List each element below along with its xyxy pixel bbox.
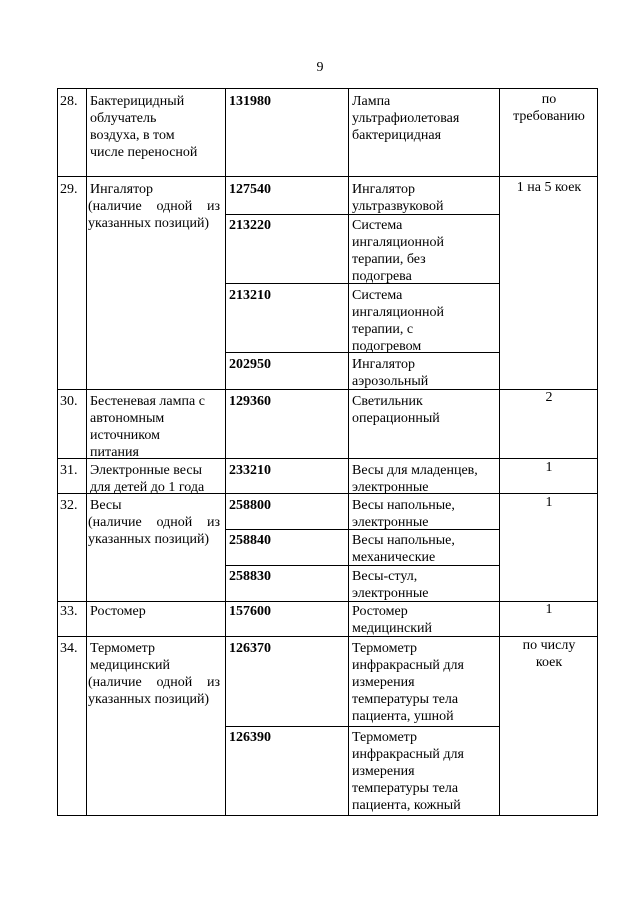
item-name: Весы напольные, электронные xyxy=(352,498,455,530)
item-code: 131980 xyxy=(229,94,271,109)
row-quantity: по требованию xyxy=(513,92,585,124)
row-equipment-note: указанных позиций) xyxy=(88,216,210,231)
item-name: Термометр инфракрасный для измерения температуры тела пациента, ушной xyxy=(352,641,464,724)
row-quantity: по числу коек xyxy=(522,638,576,670)
row-equipment-name: Электронные весы для детей до 1 года xyxy=(90,463,205,495)
item-code: 213210 xyxy=(229,288,271,303)
item-code: 126390 xyxy=(229,730,271,745)
page-number: 9 xyxy=(316,60,324,75)
row-equipment-note: указанных позиций) xyxy=(88,692,210,707)
item-name: Ингалятор аэрозольный xyxy=(352,357,429,389)
row-number: 28. xyxy=(60,94,78,109)
item-name: Весы напольные, механические xyxy=(352,533,455,565)
item-code: 213220 xyxy=(229,218,271,233)
row-equipment-name: Ростомер xyxy=(90,604,146,619)
row-number: 33. xyxy=(60,604,78,619)
row-equipment-note: (наличие одной из xyxy=(88,515,220,530)
row-number: 32. xyxy=(60,498,78,513)
row-quantity: 1 xyxy=(545,460,553,475)
item-code: 258840 xyxy=(229,533,271,548)
row-number: 34. xyxy=(60,641,78,656)
row-equipment-note: (наличие одной из xyxy=(88,199,220,214)
item-code: 157600 xyxy=(229,604,271,619)
row-number: 31. xyxy=(60,463,78,478)
row-quantity: 1 xyxy=(545,495,553,510)
row-equipment-name: Весы xyxy=(90,498,122,513)
row-quantity: 1 xyxy=(545,602,553,617)
item-name: Светильник операционный xyxy=(352,394,440,426)
item-code: 202950 xyxy=(229,357,271,372)
item-code: 126370 xyxy=(229,641,271,656)
item-code: 258830 xyxy=(229,569,271,584)
row-number: 29. xyxy=(60,182,78,197)
item-name: Весы для младенцев, электронные xyxy=(352,463,478,495)
row-quantity: 1 на 5 коек xyxy=(516,180,582,195)
row-equipment-name: Бактерицидный облучатель воздуха, в том числе переносной xyxy=(90,94,198,160)
item-name: Лампа ультрафиолетовая бактерицидная xyxy=(352,94,460,143)
item-code: 258800 xyxy=(229,498,271,513)
item-code: 129360 xyxy=(229,394,271,409)
row-equipment-note: указанных позиций) xyxy=(88,532,210,547)
item-name: Ростомер медицинский xyxy=(352,604,432,636)
item-name: Термометр инфракрасный для измерения температуры тела пациента, кожный xyxy=(352,730,464,813)
row-equipment-note: (наличие одной из xyxy=(88,675,220,690)
item-name: Система ингаляционной терапии, с подогревом xyxy=(352,288,444,354)
row-number: 30. xyxy=(60,394,78,409)
row-quantity: 2 xyxy=(545,390,553,405)
row-equipment-name: Термометр медицинский xyxy=(90,641,170,673)
item-code: 127540 xyxy=(229,182,271,197)
row-equipment-name: Ингалятор xyxy=(90,182,154,197)
item-name: Система ингаляционной терапии, без подогрева xyxy=(352,218,444,284)
item-name: Весы-стул, электронные xyxy=(352,569,429,601)
item-code: 233210 xyxy=(229,463,271,478)
row-equipment-name: Бестеневая лампа с автономным источником питания xyxy=(90,394,205,460)
item-name: Ингалятор ультразвуковой xyxy=(352,182,444,214)
